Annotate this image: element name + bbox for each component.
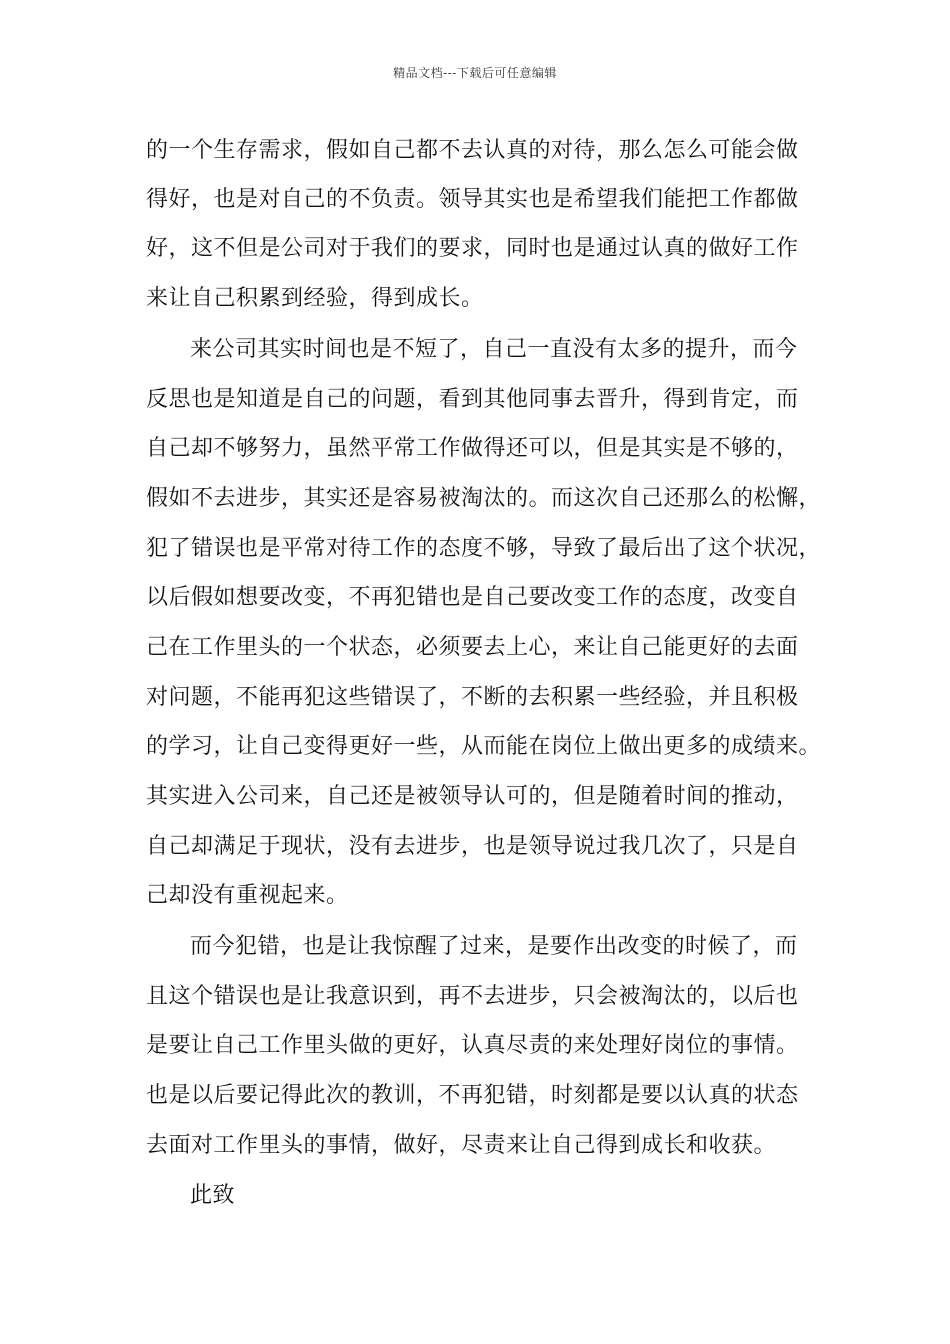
text-line: 以后假如想要改变，不再犯错也是自己要改变工作的态度，改变自 — [146, 585, 799, 610]
text-line: 其实进入公司来，自己还是被领导认可的，但是随着时间的推动， — [146, 784, 799, 809]
text-line: 自己却不够努力，虽然平常工作做得还可以，但是其实是不够的， — [146, 436, 799, 461]
text-line: 自己却满足于现状，没有去进步，也是领导说过我几次了，只是自 — [146, 834, 799, 859]
text-line: 犯了错误也是平常对待工作的态度不够，导致了最后出了这个状况， — [146, 536, 822, 561]
text-line: 去面对工作里头的事情，做好，尽责来让自己得到成长和收获。 — [146, 1133, 777, 1158]
text-line: 是要让自己工作里头做的更好，认真尽责的来处理好岗位的事情。 — [146, 1033, 799, 1058]
text-line: 对问题，不能再犯这些错误了，不断的去积累一些经验，并且积极 — [146, 685, 799, 710]
page-header: 精品文档---下载后可任意编辑 — [393, 66, 557, 80]
text-line: 的一个生存需求，假如自己都不去认真的对待，那么怎么可能会做 — [146, 138, 799, 163]
text-line: 且这个错误也是让我意识到，再不去进步，只会被淘汰的，以后也 — [146, 984, 799, 1009]
text-line: 也是以后要记得此次的教训，不再犯错，时刻都是要以认真的状态 — [146, 1083, 799, 1108]
text-line: 来让自己积累到经验，得到成长。 — [146, 286, 484, 311]
paragraph-start-line: 来公司其实时间也是不短了，自己一直没有太多的提升，而今 — [190, 337, 798, 362]
text-line: 好，这不但是公司对于我们的要求，同时也是通过认真的做好工作 — [146, 236, 799, 261]
text-line: 己却没有重视起来。 — [146, 883, 349, 908]
text-line: 的学习，让自己变得更好一些，从而能在岗位上做出更多的成绩来。 — [146, 734, 822, 759]
text-line: 反思也是知道是自己的问题，看到其他同事去晋升，得到肯定，而 — [146, 387, 799, 412]
text-line: 假如不去进步，其实还是容易被淘汰的。而这次自己还那么的松懈， — [146, 486, 822, 511]
closing-salutation: 此致 — [190, 1183, 236, 1208]
paragraph-start-line: 而今犯错，也是让我惊醒了过来，是要作出改变的时候了，而 — [190, 934, 798, 959]
text-line: 得好，也是对自己的不负责。领导其实也是希望我们能把工作都做 — [146, 187, 799, 212]
text-line: 己在工作里头的一个状态，必须要去上心，来让自己能更好的去面 — [146, 635, 799, 660]
